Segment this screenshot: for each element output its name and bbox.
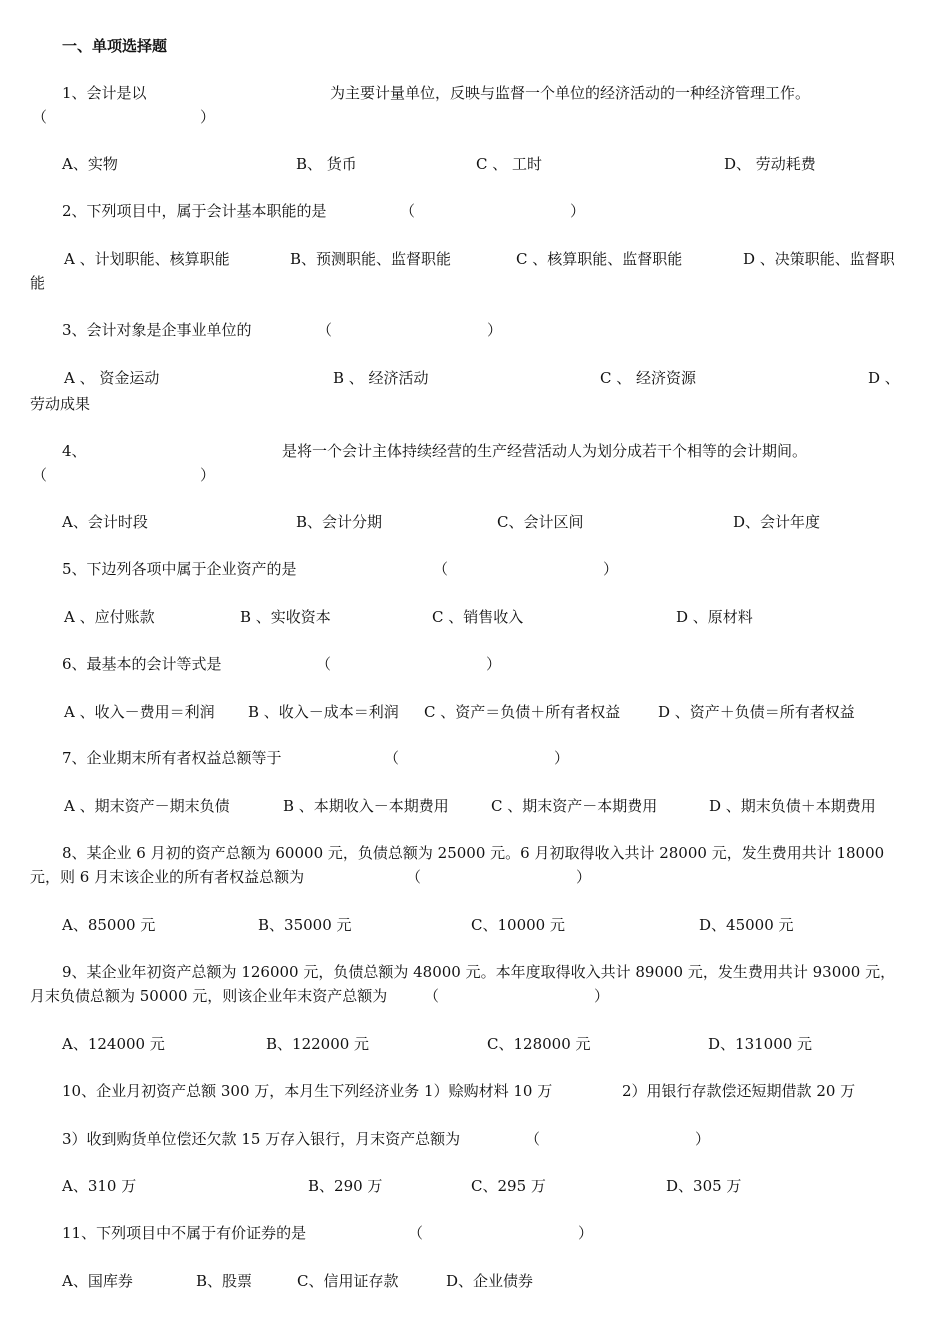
answer-paren-close: ）	[486, 655, 502, 673]
option-b: B 、实收资本	[240, 608, 331, 626]
option-b: B、预测职能、监督职能	[290, 250, 452, 268]
question-stem: 6、最基本的会计等式是	[62, 655, 222, 673]
question-stem: 5、下边列各项中属于企业资产的是	[62, 560, 297, 578]
question-stem: 是将一个会计主体持续经营的生产经营活动人为划分成若干个相等的会计期间。	[282, 442, 808, 460]
question-stem: 2）用银行存款偿还短期借款 20 万	[622, 1082, 856, 1100]
question-stem: 10、企业月初资产总额 300 万，本月生下列经济业务 1）赊购材料 10 万	[62, 1082, 553, 1100]
option-a: A、会计时段	[62, 513, 148, 531]
option-b: B、 货币	[296, 155, 357, 173]
option-b: B 、本期收入－本期费用	[283, 797, 449, 815]
option-a: A、85000 元	[62, 916, 156, 934]
option-c: C 、销售收入	[432, 608, 524, 626]
option-d-continued: 能	[30, 274, 46, 292]
question-stem: 2、下列项目中，属于会计基本职能的是	[62, 202, 327, 220]
question-stem: 8、某企业 6 月初的资产总额为 60000 元，负债总额为 25000 元。6 月初取得收入共计 28000 元，发生费用共计 18000	[62, 844, 885, 862]
answer-paren-close: ）	[576, 868, 592, 886]
answer-paren-open: （	[408, 1224, 424, 1242]
answer-paren-open: （	[433, 560, 449, 578]
option-a: A 、计划职能、核算职能	[64, 250, 230, 268]
question-stem: 1、会计是以	[62, 84, 147, 102]
option-d: D、45000 元	[699, 916, 794, 934]
option-b: B、290 万	[308, 1177, 383, 1195]
answer-paren-close: ）	[603, 560, 619, 578]
option-c: C 、 经济资源	[600, 369, 697, 387]
question-stem: 9、某企业年初资产总额为 126000 元，负债总额为 48000 元。本年度取得收入共计 89000 元，发生费用共计 93000 元，	[62, 963, 896, 981]
option-c: C 、核算职能、监督职能	[516, 250, 683, 268]
answer-paren-open: （	[316, 655, 332, 673]
answer-paren-close: ）	[554, 749, 570, 767]
question-stem: 3）收到购货单位偿还欠款 15 万存入银行，月末资产总额为	[62, 1130, 461, 1148]
option-a: A 、应付账款	[64, 608, 155, 626]
option-b: B、122000 元	[266, 1035, 370, 1053]
answer-paren-close: ）	[487, 321, 503, 339]
option-c: C、会计区间	[497, 513, 584, 531]
question-stem: 7、企业期末所有者权益总额等于	[62, 749, 282, 767]
question-stem: 4、	[62, 442, 87, 460]
option-d: D 、	[868, 369, 900, 387]
option-b: B 、收入－成本＝利润	[248, 703, 399, 721]
option-a: A 、收入－费用＝利润	[64, 703, 215, 721]
answer-paren-open: （	[32, 466, 48, 484]
option-d: D、131000 元	[708, 1035, 813, 1053]
answer-paren-open: （	[525, 1130, 541, 1148]
option-d: D 、决策职能、监督职	[743, 250, 895, 268]
answer-paren-close: ）	[594, 987, 610, 1005]
option-c: C 、 工时	[476, 155, 543, 173]
option-b: B、会计分期	[296, 513, 383, 531]
answer-paren-open: （	[406, 868, 422, 886]
option-d: D、305 万	[666, 1177, 742, 1195]
option-a: A、124000 元	[62, 1035, 165, 1053]
option-a: A、310 万	[62, 1177, 137, 1195]
option-c: C、295 万	[471, 1177, 546, 1195]
answer-paren-open: （	[400, 202, 416, 220]
option-a: A、国库券	[62, 1272, 133, 1290]
answer-paren-open: （	[317, 321, 333, 339]
section-title: 一、单项选择题	[62, 37, 168, 55]
option-d: D 、期末负债＋本期费用	[709, 797, 876, 815]
option-a: A 、 资金运动	[64, 369, 160, 387]
option-d: D、 劳动耗费	[724, 155, 816, 173]
answer-paren-open: （	[384, 749, 400, 767]
question-stem: 11、下列项目中不属于有价证券的是	[62, 1224, 307, 1242]
answer-paren-close: ）	[200, 108, 216, 126]
question-stem: 3、会计对象是企事业单位的	[62, 321, 252, 339]
question-stem: 为主要计量单位，反映与监督一个单位的经济活动的一种经济管理工作。	[330, 84, 811, 102]
answer-paren-close: ）	[578, 1224, 594, 1242]
question-stem: 元，则 6 月末该企业的所有者权益总额为	[30, 868, 305, 886]
answer-paren-close: ）	[695, 1130, 711, 1148]
option-d: D、企业债券	[446, 1272, 534, 1290]
question-stem: 月末负债总额为 50000 元，则该企业年末资产总额为	[30, 987, 388, 1005]
answer-paren-open: （	[424, 987, 440, 1005]
answer-paren-close: ）	[200, 466, 216, 484]
option-c: C、128000 元	[487, 1035, 591, 1053]
option-b: B、35000 元	[258, 916, 352, 934]
option-c: C、10000 元	[471, 916, 565, 934]
option-d: D 、原材料	[676, 608, 753, 626]
option-a: A、实物	[62, 155, 118, 173]
answer-paren-close: ）	[570, 202, 586, 220]
option-d: D、会计年度	[733, 513, 821, 531]
option-d: D 、资产＋负债＝所有者权益	[658, 703, 855, 721]
option-c: C、信用证存款	[297, 1272, 399, 1290]
option-c: C 、资产＝负债＋所有者权益	[424, 703, 621, 721]
option-c: C 、期末资产－本期费用	[491, 797, 658, 815]
option-d-continued: 劳动成果	[30, 395, 91, 413]
option-a: A 、期末资产－期末负债	[64, 797, 230, 815]
option-b: B、股票	[196, 1272, 253, 1290]
option-b: B 、 经济活动	[333, 369, 429, 387]
answer-paren-open: （	[32, 108, 48, 126]
